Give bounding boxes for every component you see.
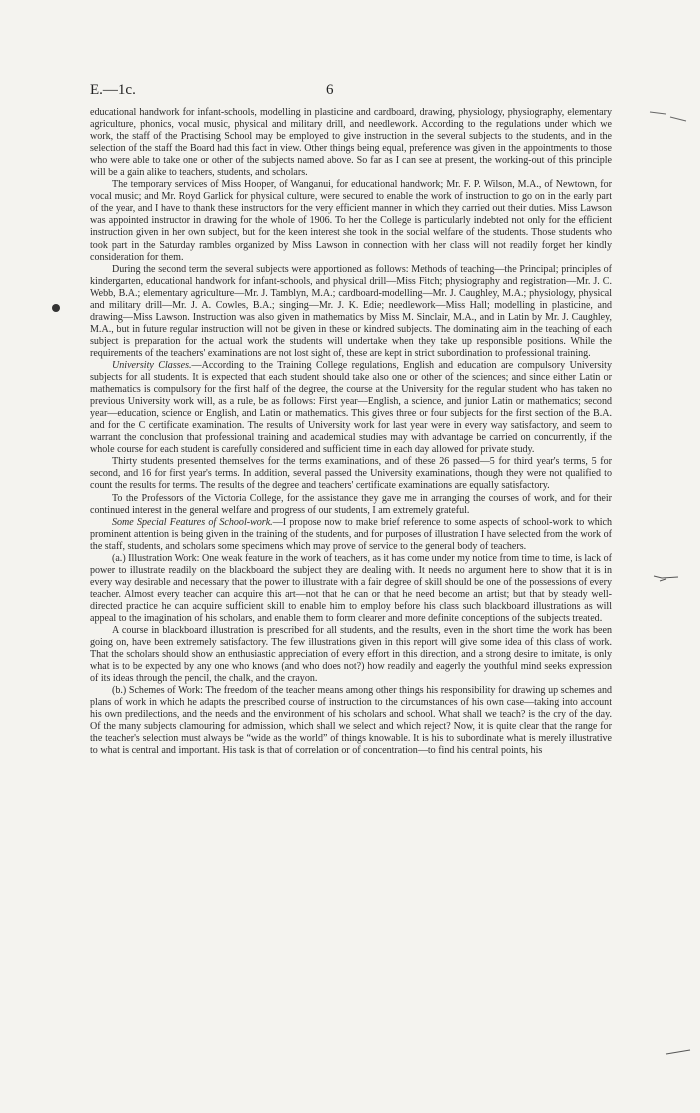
margin-dot-mark: [52, 304, 60, 312]
page-number: 6: [326, 82, 334, 98]
italic-heading: University Classes.: [112, 359, 192, 371]
paragraph: During the second term the several subjects were apportioned as follows: Methods of teaching—the Principal; principles of kindergarten, educational handwork for infant-schools, and physical drill—Miss Fitch; physiography and registration—Mr. J. C. Webb, B.A.; elementary agriculture—Mr. J. Tamblyn, M.A.; cardboard-modelling—Mr. J. Caughley, M.A.; physiology, physical and military drill—Mr. J. A. Cowles, B.A.; singing—Mr. J. K. Edie; needlework—Miss Hall; modelling in plasticine, and drawing—Miss Lawson. Instruction was also given in mathematics by Miss M. Sinclair, M.A., and in Latin by Mr. J. Caughley, M.A., but in future regular instruction will not be given in these or kindred subjects. The dominating aim in the teaching of each subject is preparation for the actual work the students will undertake when they take up responsible positions. While the requirements of the teachers' examinations are not lost sight of, these are kept in strict subordination to professional training.: [90, 263, 612, 359]
margin-pencil-mark: [648, 108, 688, 122]
paragraph: Thirty students presented themselves for the terms examinations, and of these 26 passed—5 for third year's terms, 5 for second, and 16 for first year's terms. In addition, several passed the University examinations, though they were not qualified to count the results for terms. The results of the degree and teachers' certificate examinations are equally satisfactory.: [90, 456, 612, 492]
paragraph: The temporary services of Miss Hooper, of Wanganui, for educational handwork; Mr. F. P. Wilson, M.A., of Newtown, for vocal music; and Mr. Royd Garlick for physical culture, were secured to enable the work of instruction to go on in the early part of the year, and I have to thank these instructors for the very efficient manner in which they carried out their duties. Miss Lawson was appointed instructor in drawing for the whole of 1906. To her the College is particularly indebted not only for the efficient instruction given in her own subject, but for the keen interest she took in the social welfare of the students. Those students who took part in the Saturday rambles organized by Miss Lawson in connection with her class will not readily forget her kindly consideration for them.: [90, 179, 612, 263]
body-text: [90, 107, 612, 758]
paragraph-special-features: [90, 517, 612, 553]
page-header: [90, 82, 608, 102]
paragraph: (a.) Illustration Work: One weak feature in the work of teachers, as it has come under my notice from time to time, is lack of power to illustrate readily on the blackboard the subject they are dealing with. It needs no argument here to show that it is in every way desirable and necessary that the power to illustrate with a fair degree of skill should be one of the possessions of every teacher. Almost every teacher can acquire this art—not that he can or that he need become an artist; but that by steady well-directed practice he can acquire sufficient skill to enable him to employ before his class such blackboard illustrations as will appeal to the imagination of his scholars, and enable them to form clearer and more definite conceptions of the subjects treated.: [90, 552, 612, 624]
paragraph: educational handwork for infant-schools, modelling in plasticine and cardboard, drawing, physiology, physiography, elementary agriculture, phonics, vocal music, physical and military drill, and needlework. According to the regulations under which we work, the staff of the Practising School may be employed to give instruction in the several subjects to the students, and in the selection of the staff the Board had this fact in view. Other things being equal, preference was given in the appointments to those who were able to take one or other of the subjects named above. So far as I can see at present, the working-out of this principle will be a gain alike to teachers, students, and scholars.: [90, 107, 612, 179]
paragraph: A course in blackboard illustration is prescribed for all students, and the results, even in the short time the work has been going on, have been extremely satisfactory. The few illustrations given in this report will give some idea of this class of work. That the scholars should show an enthusiastic appreciation of every effort in this direction, and a strong desire to imitate, is only what is to be expected by any one who knows (and who does not?) how readily and eagerly the youthful mind seeks expression of its ideas through the pencil, the chalk, and the crayon.: [90, 625, 612, 685]
italic-heading: Some Special Features of School-work.: [112, 516, 273, 528]
paragraph-rest: —I propose now to make brief reference to some aspects of school-work to which prominent attention is being given in the training of the students, and for purposes of illustration I have selected from the work of the staff, students, and scholars some specimens which may prove of service to the general body of teachers.: [90, 516, 612, 552]
margin-pencil-mark: [664, 1048, 692, 1056]
paragraph-rest: —According to the Training College regulations, English and education are compulsory University subjects for all students. It is expected that each student should take also one or other of the sciences; and since either Latin or mathematics is compulsory for the first half of the degree, the course at the University for the regular student who has taken no previous University work will, as a rule, be as follows: First year—English, a science, and junior Latin or mathematics; second year—education, science or English, and Latin or mathematics. This gives three or four subjects for the first section of the B.A. and for the C certificate examination. The results of University work for last year were in every way satisfactory, and seem to warrant the conclusion that professional training and academical studies may with advantage be carried on concurrently, if the whole course for each student is carefully considered and sufficient time in each day allowed for private study.: [90, 359, 612, 456]
paragraph: (b.) Schemes of Work: The freedom of the teacher means among other things his responsibility for drawing up schemes and plans of work in which he adapts the prescribed course of instruction to the circumstances of his own case—taking into account his own predilections, and the needs and the environment of his scholars and school. What shall we teach? is the cry of the day. Of the many subjects clamouring for admission, which shall we select and which reject? Now, it is quite clear that the range for the teacher's selection must always be “wide as the world” of things knowable. It is his to subordinate what is merely illustrative to what is central and important. His task is that of correlation or of concentration—to find his central points, his: [90, 685, 612, 757]
paragraph-university-classes: [90, 360, 612, 456]
margin-pencil-mark: [652, 573, 680, 583]
paragraph: To the Professors of the Victoria College, for the assistance they gave me in arranging the courses of work, and for their continued interest in the general welfare and progress of our students, I am extremely grateful.: [90, 492, 612, 516]
report-reference: E.—1c.: [90, 82, 136, 98]
